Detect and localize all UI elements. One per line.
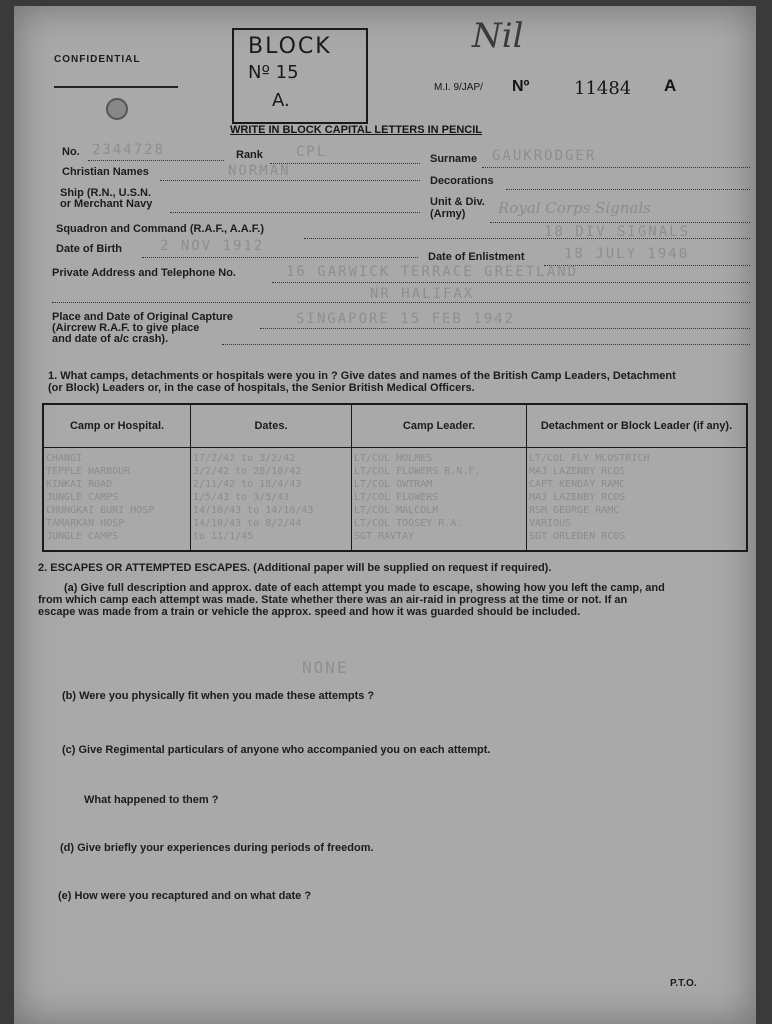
- form-sheet: [14, 6, 756, 1024]
- unit-label-line2: (Army): [430, 208, 466, 220]
- camp-name: JUNGLE CAMPS: [46, 492, 119, 503]
- camp-date: 14/10/43 to 8/2/44: [193, 518, 302, 529]
- camp-name: TAMARKAN HOSP: [46, 518, 125, 529]
- address-value-line2: NR HALIFAX: [370, 286, 475, 302]
- camp-leader: LT/COL HOLMES: [354, 453, 433, 464]
- question-2c-sub: What happened to them ?: [84, 794, 219, 806]
- question-1-line2: (or Block) Leaders or, in the case of hospitals, the Senior British Medical Officers.: [48, 382, 475, 394]
- col-camp-header: Camp or Hospital.: [43, 404, 191, 448]
- col-dates-header: Dates.: [191, 404, 352, 448]
- surname-value: GAUKRODGER: [492, 148, 597, 164]
- capture-value: SINGAPORE 15 FEB 1942: [296, 311, 516, 327]
- block-stamp: [232, 28, 368, 124]
- camp-name: CHANGI: [46, 453, 83, 464]
- address-value-line1: 16 GARWICK TERRACE GREETLAND: [286, 264, 579, 280]
- question-2a-line2: from which camp each attempt was made. State whether there was an air-raid in progress at the time or not. If an: [38, 594, 628, 606]
- christian-names-value: NORMAN: [228, 163, 291, 179]
- camp-date: 1/5/43 to 3/5/43: [193, 492, 290, 503]
- detachment-leader: CAPT KENDAY RAMC: [529, 479, 626, 490]
- camp-name: KINKAI ROAD: [46, 479, 113, 490]
- decorations-label: Decorations: [430, 175, 494, 187]
- camp-date: 3/2/42 to 28/10/42: [193, 466, 302, 477]
- no-label: No.: [62, 146, 80, 158]
- stamp-block-text: BLOCK: [248, 34, 332, 59]
- question-2e: (e) How were you recaptured and on what date ?: [58, 890, 312, 902]
- camp-dates-cell: [191, 448, 352, 552]
- enlistment-label: Date of Enlistment: [428, 251, 525, 263]
- ship-label: [60, 188, 152, 210]
- col-detachment-header: Detachment or Block Leader (if any).: [527, 404, 748, 448]
- stamp-no-text: Nº 15: [248, 62, 299, 83]
- stamp-letter-text: A.: [272, 90, 290, 111]
- camps-table-body: [43, 448, 747, 552]
- camps-table: [42, 403, 748, 552]
- dob-label: Date of Birth: [56, 243, 122, 255]
- question-2a: [38, 582, 665, 618]
- pto-label: P.T.O.: [670, 978, 697, 989]
- question-1-text: [48, 370, 676, 394]
- camp-name: TEPPLE HARBOUR: [46, 466, 131, 477]
- address-label: Private Address and Telephone No.: [52, 267, 236, 279]
- squadron-value: 18 DIV SIGNALS: [544, 224, 691, 240]
- camp-name: JUNGLE CAMPS: [46, 531, 119, 542]
- col-leader-header: Camp Leader.: [352, 404, 527, 448]
- ship-label-line2: or Merchant Navy: [60, 198, 153, 210]
- capture-label-line1: Place and Date of Original Capture: [52, 311, 233, 323]
- camp-date: 14/10/43 to 14/10/43: [193, 505, 314, 516]
- camp-name: CHUNGKAI BURI HOSP: [46, 505, 155, 516]
- tag-hole: [106, 98, 128, 120]
- unit-value: Royal Corps Signals: [498, 199, 651, 217]
- ship-label-line1: Ship (R.N., U.S.N.: [60, 187, 152, 199]
- camp-leader: LT/COL OWTRAM: [354, 479, 433, 490]
- question-2a-line3: escape was made from a train or vehicle the approx. speed and how it was guarded should be included.: [38, 606, 581, 618]
- confidential-label: CONFIDENTIAL: [54, 54, 141, 65]
- question-1-line1: 1. What camps, detachments or hospitals were you in ? Give dates and names of the British Camp Leaders, Detachment: [48, 370, 676, 382]
- serial-number: 11484: [574, 78, 632, 99]
- rank-label: Rank: [236, 149, 263, 161]
- surname-label: Surname: [430, 153, 478, 165]
- unit-label-line1: Unit & Div.: [430, 196, 485, 208]
- detachment-leader: MAJ LAZENBY RCOS: [529, 492, 626, 503]
- camp-leader: LT/COL FLOWERS R.N.F.: [354, 466, 481, 477]
- detachment-leader: LT/COL FLY MCOSTRICH: [529, 453, 650, 464]
- rank-value: CPL: [296, 144, 328, 160]
- handwritten-nil: Nil: [472, 16, 524, 56]
- christian-names-label: Christian Names: [62, 166, 149, 178]
- question-2a-answer: NONE: [302, 658, 349, 677]
- camp-date: 2/11/42 to 18/4/43: [193, 479, 302, 490]
- detachment-leader: RSM GEORGE RAMC: [529, 505, 620, 516]
- serial-series: A: [664, 76, 677, 95]
- enlistment-value: 18 JULY 1940: [564, 246, 690, 262]
- camp-date: to 11/1/45: [193, 531, 254, 542]
- question-2d: (d) Give briefly your experiences during periods of freedom.: [60, 842, 374, 854]
- camp-leaders-cell: [352, 448, 527, 552]
- camp-date: 17/2/42 to 3/2/42: [193, 453, 296, 464]
- question-2a-line1: (a) Give full description and approx. date of each attempt you made to escape, showing how you left the camp, and: [64, 582, 665, 594]
- camp-leader: LT/COL MALCOLM: [354, 505, 439, 516]
- camp-leader: LT/COL FLOWERS: [354, 492, 439, 503]
- instruction-banner: WRITE IN BLOCK CAPITAL LETTERS IN PENCIL: [230, 124, 482, 136]
- camp-leader: SGT RAVTAY: [354, 531, 415, 542]
- capture-label-line3: and date of a/c crash).: [52, 333, 169, 345]
- detachment-leader: MAJ LAZENBY RCOS: [529, 466, 626, 477]
- camp-names-cell: [43, 448, 191, 552]
- form-reference: M.I. 9/JAP/: [434, 82, 483, 93]
- detachment-leader: VARIOUS: [529, 518, 572, 529]
- squadron-label: Squadron and Command (R.A.F., A.A.F.): [56, 223, 264, 235]
- detachment-leaders-cell: [527, 448, 748, 552]
- question-2-heading: 2. ESCAPES OR ATTEMPTED ESCAPES. (Additional paper will be supplied on request if required).: [38, 562, 552, 574]
- question-2c: (c) Give Regimental particulars of anyone who accompanied you on each attempt.: [62, 744, 491, 756]
- detachment-leader: SGT ORLEDEN RCOS: [529, 531, 626, 542]
- service-number-value: 2344728: [92, 142, 166, 158]
- dob-value: 2 NOV 1912: [160, 238, 265, 254]
- camp-leader: LT/COL TOOSEY R.A.: [354, 518, 463, 529]
- capture-label: [52, 312, 233, 345]
- serial-no-label: Nº: [512, 78, 530, 95]
- capture-label-line2: (Aircrew R.A.F. to give place: [52, 322, 200, 334]
- unit-label: [430, 196, 485, 220]
- camps-table-header: [43, 404, 747, 448]
- question-2b: (b) Were you physically fit when you made these attempts ?: [62, 690, 375, 702]
- confidential-underline: [54, 86, 178, 88]
